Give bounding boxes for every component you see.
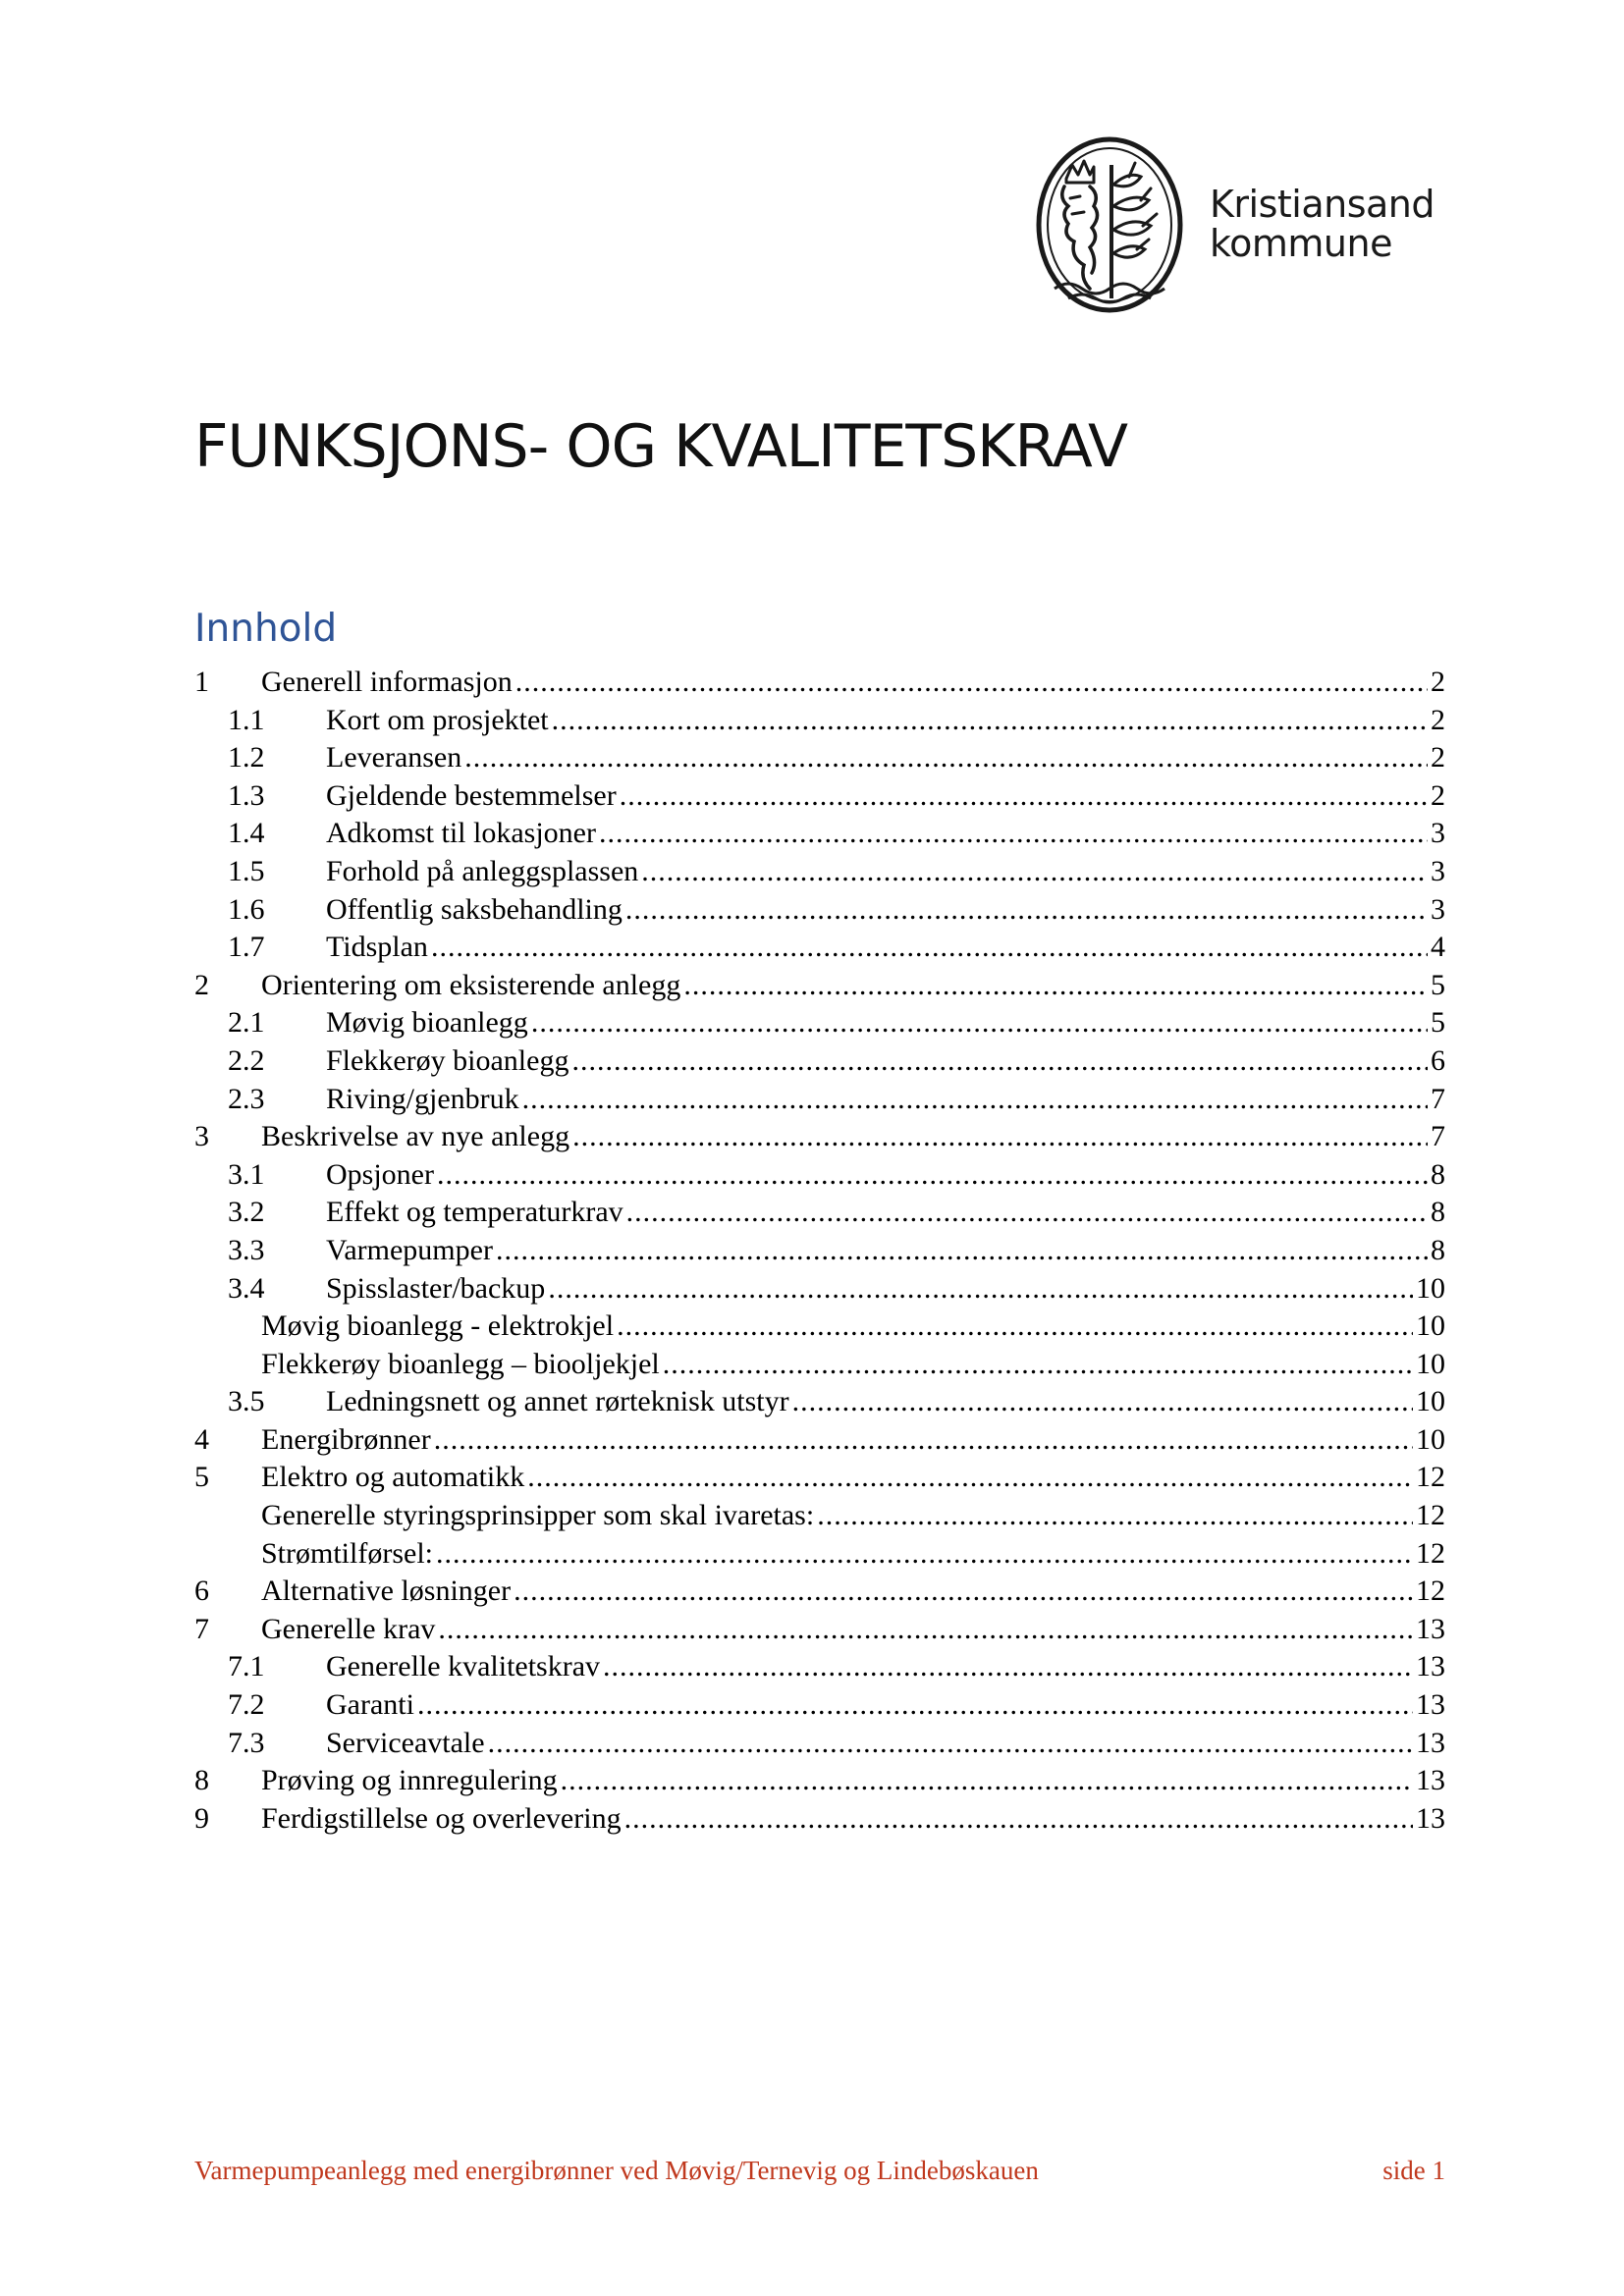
toc-entry-page: 12 bbox=[1416, 1499, 1445, 1532]
toc-entry[interactable] bbox=[194, 1308, 1445, 1346]
toc-entry-label: Garanti bbox=[326, 1688, 414, 1722]
toc-entry-page: 5 bbox=[1431, 1006, 1445, 1040]
toc-entry[interactable] bbox=[194, 1118, 1445, 1156]
toc-entry-label: Effekt og temperaturkrav bbox=[326, 1196, 623, 1229]
toc-dot-leader bbox=[572, 1118, 1428, 1156]
toc-dot-leader bbox=[626, 1194, 1428, 1232]
toc-entry-label: Beskrivelse av nye anlegg bbox=[261, 1120, 570, 1153]
toc-dot-leader bbox=[437, 1156, 1428, 1195]
toc-entry-number: 3 bbox=[194, 1120, 209, 1153]
toc-entry-label: Ferdigstillelse og overlevering bbox=[261, 1801, 622, 1835]
toc-entry-number: 3.1 bbox=[228, 1157, 265, 1191]
toc-entry-page: 13 bbox=[1416, 1801, 1445, 1835]
toc-entry-number: 1.7 bbox=[228, 931, 265, 964]
toc-entry-page: 8 bbox=[1431, 1157, 1445, 1191]
toc-entry[interactable] bbox=[194, 891, 1445, 930]
toc-dot-leader bbox=[625, 891, 1428, 930]
toc-entry-number: 6 bbox=[194, 1575, 209, 1608]
toc-entry[interactable] bbox=[194, 1042, 1445, 1081]
toc-entry-number: 1.3 bbox=[228, 778, 265, 812]
toc-dot-leader bbox=[464, 739, 1428, 777]
toc-entry-number: 3.4 bbox=[228, 1271, 265, 1305]
toc-entry[interactable] bbox=[194, 1800, 1445, 1839]
toc-dot-leader bbox=[792, 1383, 1413, 1421]
toc-dot-leader bbox=[663, 1346, 1413, 1384]
toc-entry-number: 1 bbox=[194, 666, 209, 698]
organization-name-line1: Kristiansand bbox=[1210, 183, 1435, 226]
toc-entry-number: 4 bbox=[194, 1422, 209, 1456]
toc-dot-leader bbox=[431, 929, 1428, 967]
toc-entry[interactable] bbox=[194, 1497, 1445, 1535]
toc-entry-label: Generelle krav bbox=[261, 1612, 436, 1645]
toc-entry-page: 12 bbox=[1416, 1536, 1445, 1570]
toc-entry-label: Opsjoner bbox=[326, 1157, 434, 1191]
toc-entry[interactable] bbox=[194, 1648, 1445, 1686]
toc-dot-leader bbox=[599, 815, 1428, 853]
toc-entry[interactable] bbox=[194, 1346, 1445, 1384]
toc-entry-page: 2 bbox=[1431, 778, 1445, 812]
toc-dot-leader bbox=[571, 1042, 1428, 1081]
toc-entry-page: 13 bbox=[1416, 1650, 1445, 1683]
toc-entry-number: 1.4 bbox=[228, 817, 265, 850]
toc-entry-number: 5 bbox=[194, 1461, 209, 1494]
toc-entry-number: 1.1 bbox=[228, 703, 265, 736]
toc-entry-page: 10 bbox=[1416, 1422, 1445, 1456]
toc-entry[interactable] bbox=[194, 739, 1445, 777]
toc-entry-number: 3.3 bbox=[228, 1233, 265, 1266]
toc-entry-number: 3.5 bbox=[228, 1385, 265, 1418]
toc-entry-label: Generelle styringsprinsipper som skal ivaretas: bbox=[261, 1499, 815, 1532]
toc-entry[interactable] bbox=[194, 1004, 1445, 1042]
toc-entry-number: 1.6 bbox=[228, 892, 265, 926]
toc-entry-number: 2.3 bbox=[228, 1082, 265, 1115]
toc-dot-leader bbox=[617, 1308, 1413, 1346]
toc-dot-leader bbox=[496, 1232, 1428, 1270]
toc-entry-label: Generelle kvalitetskrav bbox=[326, 1650, 601, 1683]
toc-entry[interactable] bbox=[194, 664, 1445, 702]
toc-entry-page: 2 bbox=[1431, 741, 1445, 774]
toc-entry-label: Serviceavtale bbox=[326, 1726, 485, 1759]
toc-entry-number: 7.3 bbox=[228, 1726, 265, 1759]
toc-dot-leader bbox=[417, 1686, 1413, 1725]
toc-entry-label: Adkomst til lokasjoner bbox=[326, 817, 596, 850]
toc-entry[interactable] bbox=[194, 1081, 1445, 1119]
toc-entry-label: Forhold på anleggsplassen bbox=[326, 854, 639, 887]
toc-dot-leader bbox=[561, 1762, 1413, 1800]
toc-entry-label: Alternative løsninger bbox=[261, 1575, 512, 1608]
toc-entry[interactable] bbox=[194, 1459, 1445, 1497]
toc-entry-number: 1.2 bbox=[228, 741, 265, 774]
toc-entry-page: 2 bbox=[1431, 666, 1445, 698]
toc-entry-label: Varmepumper bbox=[326, 1233, 493, 1266]
toc-entry[interactable] bbox=[194, 815, 1445, 853]
toc-dot-leader bbox=[817, 1497, 1413, 1535]
toc-entry[interactable] bbox=[194, 1232, 1445, 1270]
toc-entry-page: 13 bbox=[1416, 1688, 1445, 1722]
toc-entry-page: 13 bbox=[1416, 1612, 1445, 1645]
toc-entry-label: Gjeldende bestemmelser bbox=[326, 778, 617, 812]
toc-entry-page: 13 bbox=[1416, 1726, 1445, 1759]
toc-dot-leader bbox=[522, 1081, 1428, 1119]
toc-entry-number: 2.2 bbox=[228, 1043, 265, 1077]
organization-name-line2: kommune bbox=[1210, 222, 1392, 265]
toc-entry[interactable] bbox=[194, 853, 1445, 891]
toc-entry-page: 4 bbox=[1431, 931, 1445, 964]
toc-entry-page: 3 bbox=[1431, 817, 1445, 850]
toc-dot-leader bbox=[531, 1004, 1428, 1042]
toc-entry-page: 3 bbox=[1431, 854, 1445, 887]
toc-entry-page: 6 bbox=[1431, 1043, 1445, 1077]
toc-entry[interactable] bbox=[194, 1725, 1445, 1763]
toc-entry-label: Generell informasjon bbox=[261, 666, 513, 698]
toc-entry-number: 1.5 bbox=[228, 854, 265, 887]
toc-entry-label: Tidsplan bbox=[326, 931, 428, 964]
toc-entry[interactable] bbox=[194, 1156, 1445, 1195]
toc-entry-page: 10 bbox=[1416, 1271, 1445, 1305]
toc-entry-number: 7.2 bbox=[228, 1688, 265, 1722]
toc-entry-number: 2 bbox=[194, 968, 209, 1001]
toc-entry-label: Flekkerøy bioanlegg bbox=[326, 1043, 569, 1077]
toc-entry-page: 7 bbox=[1431, 1082, 1445, 1115]
toc-entry-label: Strømtilførsel: bbox=[261, 1536, 433, 1570]
toc-dot-leader bbox=[434, 1421, 1413, 1460]
toc-entry[interactable] bbox=[194, 1194, 1445, 1232]
toc-dot-leader bbox=[641, 853, 1428, 891]
toc-entry-label: Møvig bioanlegg - elektrokjel bbox=[261, 1309, 615, 1343]
toc-entry-page: 12 bbox=[1416, 1575, 1445, 1608]
toc-entry-page: 2 bbox=[1431, 703, 1445, 736]
toc-dot-leader bbox=[488, 1725, 1413, 1763]
toc-entry-label: Kort om prosjektet bbox=[326, 703, 549, 736]
toc-entry[interactable] bbox=[194, 1421, 1445, 1460]
toc-entry-number: 7 bbox=[194, 1612, 209, 1645]
toc-entry[interactable] bbox=[194, 967, 1445, 1005]
toc-entry-page: 10 bbox=[1416, 1385, 1445, 1418]
toc-entry[interactable] bbox=[194, 1686, 1445, 1725]
toc-entry-number: 3.2 bbox=[228, 1196, 265, 1229]
toc-dot-leader bbox=[548, 1270, 1413, 1308]
toc-dot-leader bbox=[514, 1573, 1413, 1611]
toc-entry-page: 7 bbox=[1431, 1120, 1445, 1153]
footer-page-number: side 1 bbox=[1382, 2156, 1445, 2185]
toc-entry-label: Møvig bioanlegg bbox=[326, 1006, 528, 1040]
toc-entry-page: 5 bbox=[1431, 968, 1445, 1001]
toc-entry-page: 10 bbox=[1416, 1347, 1445, 1380]
toc-entry-label: Riving/gjenbruk bbox=[326, 1082, 519, 1115]
toc-entry-label: Offentlig saksbehandling bbox=[326, 892, 623, 926]
toc-entry-label: Elektro og automatikk bbox=[261, 1461, 525, 1494]
toc-entry-page: 12 bbox=[1416, 1461, 1445, 1494]
toc-entry-page: 8 bbox=[1431, 1196, 1445, 1229]
footer-project-title: Varmepumpeanlegg med energibrønner ved Møvig/Ternevig og Lindebøskauen bbox=[194, 2156, 1039, 2185]
toc-entry[interactable] bbox=[194, 1573, 1445, 1611]
toc-entry[interactable] bbox=[194, 777, 1445, 816]
toc-entry-page: 13 bbox=[1416, 1764, 1445, 1797]
toc-entry-page: 10 bbox=[1416, 1309, 1445, 1343]
toc-dot-leader bbox=[515, 664, 1428, 702]
toc-dot-leader bbox=[527, 1459, 1413, 1497]
toc-entry-number: 7.1 bbox=[228, 1650, 265, 1683]
toc-entry[interactable] bbox=[194, 1611, 1445, 1649]
toc-entry-label: Flekkerøy bioanlegg – biooljekjel bbox=[261, 1347, 660, 1380]
toc-entry-number: 2.1 bbox=[228, 1006, 265, 1040]
toc-entry[interactable] bbox=[194, 929, 1445, 967]
toc-heading: Innhold bbox=[194, 607, 338, 651]
toc-dot-leader bbox=[436, 1535, 1413, 1574]
toc-dot-leader bbox=[603, 1648, 1413, 1686]
toc-entry-label: Prøving og innregulering bbox=[261, 1764, 558, 1797]
toc-entry-label: Energibrønner bbox=[261, 1422, 431, 1456]
toc-entry[interactable] bbox=[194, 1762, 1445, 1800]
organization-name bbox=[1210, 185, 1435, 263]
toc-entry[interactable] bbox=[194, 702, 1445, 740]
toc-entry[interactable] bbox=[194, 1383, 1445, 1421]
document-title: FUNKSJONS- OG KVALITETSKRAV bbox=[194, 412, 1128, 481]
table-of-contents bbox=[194, 664, 1445, 1838]
municipality-logo bbox=[1035, 135, 1447, 322]
toc-entry-page: 3 bbox=[1431, 892, 1445, 926]
toc-entry[interactable] bbox=[194, 1270, 1445, 1308]
toc-dot-leader bbox=[620, 777, 1428, 816]
toc-dot-leader bbox=[438, 1611, 1413, 1649]
toc-dot-leader bbox=[552, 702, 1428, 740]
toc-entry-label: Spisslaster/backup bbox=[326, 1271, 546, 1305]
toc-dot-leader bbox=[624, 1800, 1413, 1839]
toc-entry-page: 8 bbox=[1431, 1233, 1445, 1266]
toc-entry-number: 9 bbox=[194, 1801, 209, 1835]
toc-dot-leader bbox=[683, 967, 1428, 1005]
toc-entry-label: Leveransen bbox=[326, 741, 462, 774]
toc-entry-number: 8 bbox=[194, 1764, 209, 1797]
toc-entry-label: Orientering om eksisterende anlegg bbox=[261, 968, 681, 1001]
toc-entry-label: Ledningsnett og annet rørteknisk utstyr bbox=[326, 1385, 789, 1418]
kristiansand-coat-of-arms-icon bbox=[1035, 135, 1184, 314]
toc-entry[interactable] bbox=[194, 1535, 1445, 1574]
